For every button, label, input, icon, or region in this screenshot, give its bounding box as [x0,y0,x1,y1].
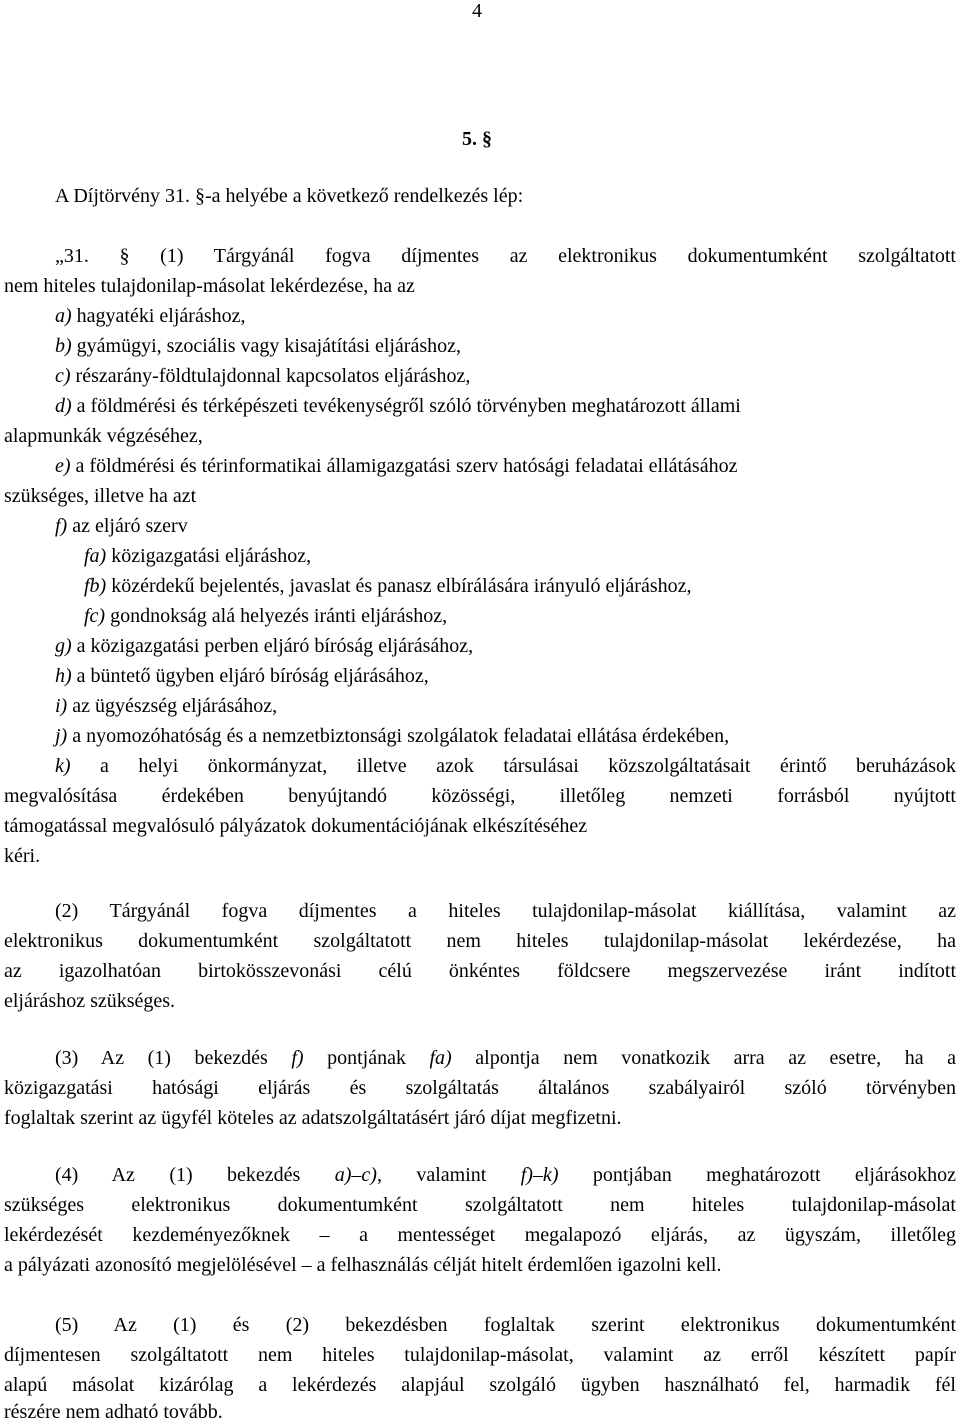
par2-line1: (2) Tárgyánál fogva díjmentes a hiteles tulajdonilap-másolat kiállítása, valamint az [55,900,956,922]
list-key-b: b) [55,335,72,357]
list-item-k-cont2: támogatással megvalósuló pályázatok dokumentációjának elkészítéséhez [4,815,588,837]
par4-line2: szükséges elektronikus dokumentumként szolgáltatott nem hiteles tulajdonilap-másolat [4,1194,956,1216]
list-text-i: az ügyészség eljárásához, [67,695,278,717]
list-item-d-cont: alapmunkák végzéséhez, [4,425,203,447]
list-key-a: a) [55,305,72,327]
par5-line3: alapú másolat kizárólag a lekérdezés alapjául szolgáló ügyben használható fel, harmadik fél [4,1374,956,1396]
par3-ref-fa: fa) [429,1047,452,1069]
list-item-e [55,455,737,478]
list-item-c [55,365,470,388]
list-text-fa: közigazgatási eljáráshoz, [106,545,312,567]
par5-line4: részére nem adható tovább. [4,1401,223,1423]
list-item-fc [84,605,447,628]
list-item-j [55,725,729,748]
list-text-g: a közigazgatási perben eljáró bíróság eljárásához, [71,635,474,657]
par1-closing: kéri. [4,845,41,867]
par4-text-3: pontjában meghatározott eljárásokhoz [558,1164,956,1186]
list-item-e-cont: szükséges, illetve ha azt [4,485,197,507]
list-item-fb [84,575,692,598]
intro-text: A Díjtörvény 31. §-a helyébe a következő rendelkezés lép: [55,185,524,207]
par2-line2: elektronikus dokumentumként szolgáltatott nem hiteles tulajdonilap-másolat lekérdezése, ha [4,930,956,952]
par5-line1: (5) Az (1) és (2) bekezdésben foglaltak szerint elektronikus dokumentumként [55,1314,956,1336]
list-text-f: az eljáró szerv [67,515,188,537]
list-item-d [55,395,741,418]
list-item-a [55,305,245,328]
list-text-fb: közérdekű bejelentés, javaslat és panasz elbírálására irányuló eljáráshoz, [106,575,692,597]
par3-line3: foglaltak szerint az ügyfél köteles az adatszolgáltatásért járó díjat megfizetni. [4,1107,622,1129]
par1-line1: „31. § (1) Tárgyánál fogva díjmentes az elektronikus dokumentumként szolgáltatott [55,245,956,267]
par3-line2: közigazgatási hatósági eljárás és szolgáltatás általános szabályairól szóló törvényben [4,1077,956,1099]
list-item-fa [84,545,311,568]
list-text-a: hagyatéki eljáráshoz, [71,305,246,327]
list-key-j: j) [55,725,68,747]
list-key-f: f) [55,515,68,537]
par3-text-2: pontjának [303,1047,430,1069]
list-item-h [55,665,429,688]
list-item-i [55,695,277,718]
par2-line3: az igazolhatóan birtokösszevonási célú önkéntes földcsere megszervezése iránt indított [4,960,956,982]
par2-line4: eljáráshoz szükséges. [4,990,176,1012]
list-text-k: a helyi önkormányzat, illetve azok társulásai közszolgáltatásait érintő beruházások [70,755,956,777]
par3-text-1: (3) Az (1) bekezdés [55,1047,292,1069]
par4-line4: a pályázati azonosító megjelölésével – a felhasználás célját hitelt érdemlően igazolni kell. [4,1254,722,1276]
list-key-c: c) [55,365,71,387]
list-key-fc: fc) [84,605,106,627]
list-item-k-cont1: megvalósítása érdekében benyújtandó közösségi, illetőleg nemzeti forrásból nyújtott [4,785,956,807]
list-item-k [55,755,956,778]
list-key-h: h) [55,665,72,687]
list-text-e: a földmérési és térinformatikai államigazgatási szerv hatósági feladatai ellátásához [70,455,738,477]
par1-line2: nem hiteles tulajdonilap-másolat lekérdezése, ha az [4,275,415,297]
list-text-j: a nyomozóhatóság és a nemzetbiztonsági szolgálatok feladatai ellátása érdekében, [67,725,730,747]
par4-text-1: (4) Az (1) bekezdés [55,1164,335,1186]
par4-ref-ac: a)–c) [334,1164,377,1186]
list-key-d: d) [55,395,72,417]
list-text-c: részarány-földtulajdonnal kapcsolatos eljáráshoz, [70,365,471,387]
par5-line2: díjmentesen szolgáltatott nem hiteles tulajdonilap-másolat, valamint az erről készített papír [4,1344,956,1366]
par3-line1 [55,1047,956,1070]
list-key-fa: fa) [84,545,107,567]
page-number: 4 [472,0,482,22]
par3-ref-f: f) [291,1047,304,1069]
list-key-g: g) [55,635,72,657]
list-item-f [55,515,188,538]
par4-line1 [55,1164,956,1187]
par4-line3: lekérdezését kezdeményezőknek – a mentességet megalapozó eljárás, az ügyszám, illetőleg [4,1224,956,1246]
list-key-fb: fb) [84,575,107,597]
list-key-i: i) [55,695,68,717]
section-heading: 5. § [462,128,492,150]
list-text-d: a földmérési és térképészeti tevékenységről szóló törvényben meghatározott állami [71,395,741,417]
par3-text-3: alpontja nem vonatkozik arra az esetre, ha a [451,1047,956,1069]
list-key-e: e) [55,455,71,477]
list-text-fc: gondnokság alá helyezés iránti eljáráshoz, [105,605,448,627]
par4-ref-fk: f)–k) [520,1164,559,1186]
list-key-k: k) [55,755,71,777]
list-text-b: gyámügyi, szociális vagy kisajátítási eljáráshoz, [71,335,462,357]
list-text-h: a büntető ügyben eljáró bíróság eljárásához, [71,665,429,687]
list-item-b [55,335,461,358]
par4-text-2: , valamint [376,1164,521,1186]
list-item-g [55,635,473,658]
